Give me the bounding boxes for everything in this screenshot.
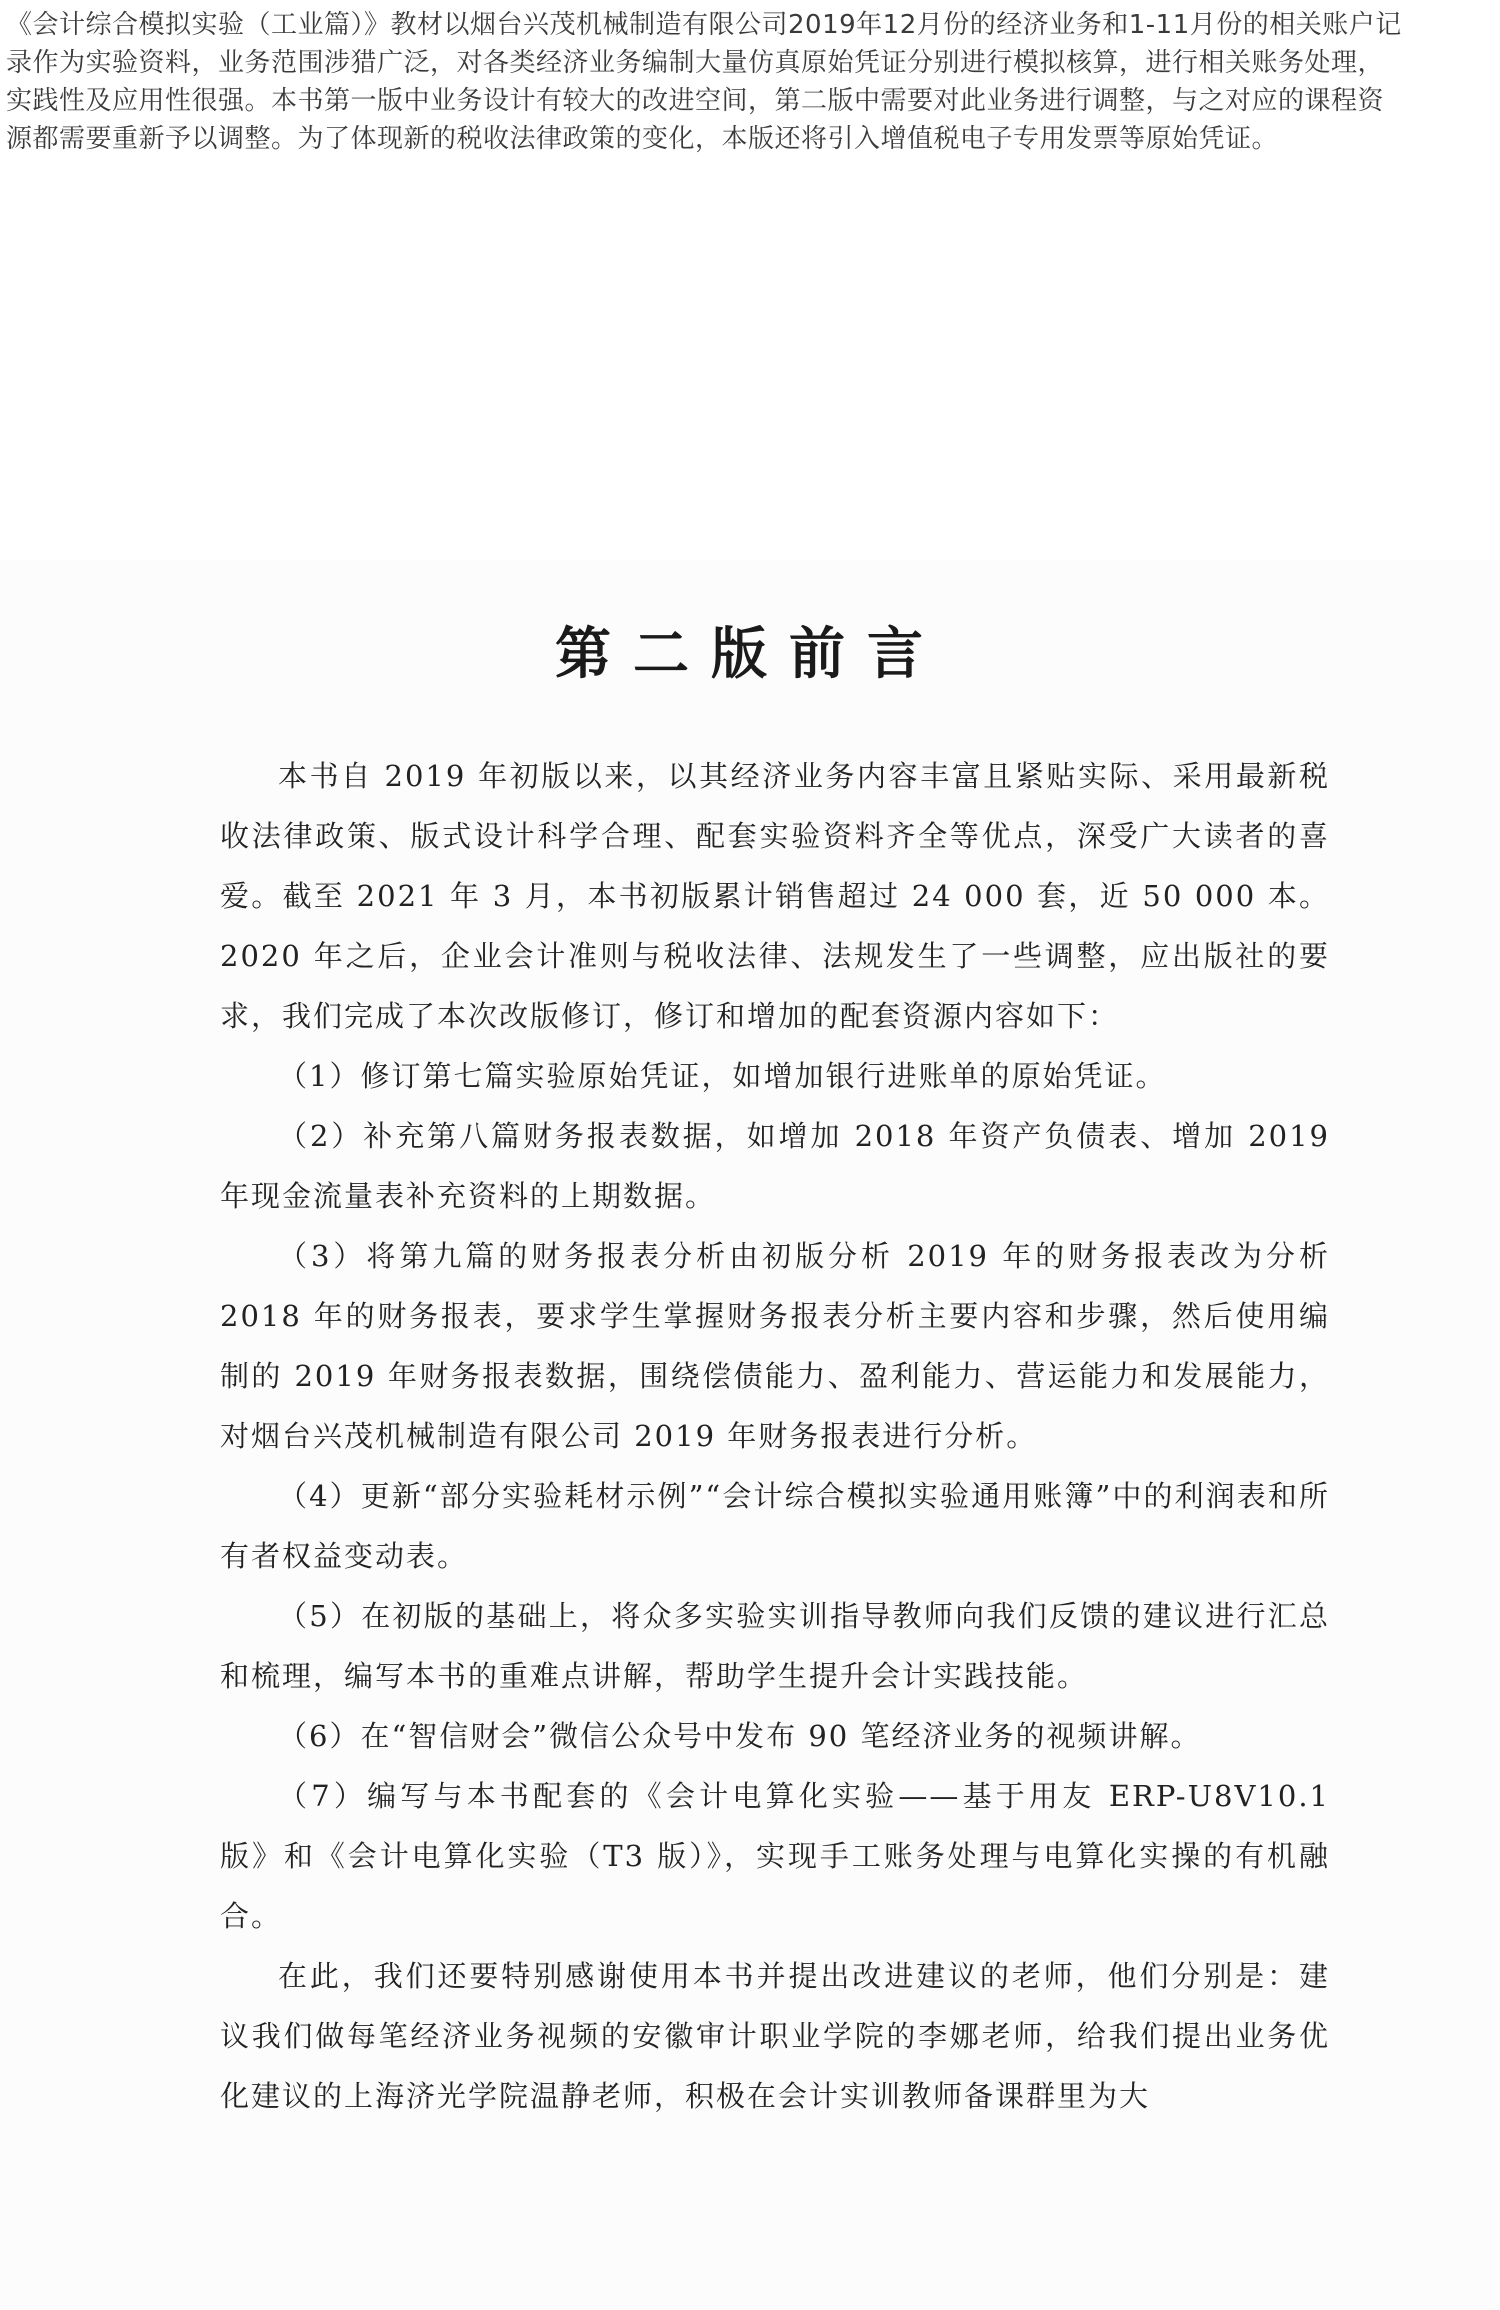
preface-list-item: （4）更新“部分实验耗材示例”“会计综合模拟实验通用账簿”中的利润表和所有者权益变动表。 xyxy=(220,1479,1330,1573)
preface-list-item: （2）补充第八篇财务报表数据，如增加 2018 年资产负债表、增加 2019 年现金流量表补充资料的上期数据。 xyxy=(220,1119,1330,1213)
preface-list-item: （6）在“智信财会”微信公众号中发布 90 笔经济业务的视频讲解。 xyxy=(278,1719,1202,1753)
scanned-page xyxy=(0,560,1500,2310)
preface-list-item: （3）将第九篇的财务报表分析由初版分析 2019 年的财务报表改为分析 2018 年的财务报表，要求学生掌握财务报表分析主要内容和步骤，然后使用编制的 2019 年财务报表数据，围绕偿债能力、盈利能力、营运能力和发展能力，对烟台兴茂机械制造有限公司 2019 年财务报表进行分析。 xyxy=(220,1239,1330,1453)
preface-list-item: （7）编写与本书配套的《会计电算化实验——基于用友 ERP-U8V10.1 版》和《会计电算化实验（T3 版）》，实现手工账务处理与电算化实操的有机融合。 xyxy=(220,1779,1330,1933)
preface-body xyxy=(220,746,1330,2126)
preface-paragraph: 本书自 2019 年初版以来，以其经济业务内容丰富且紧贴实际、采用最新税收法律政策、版式设计科学合理、配套实验资料齐全等优点，深受广大读者的喜爱。截至 2021 年 3 月，本书初版累计销售超过 24 000 套，近 50 000 本。2020 年之后，企业会计准则与税收法律、法规发生了一些调整，应出版社的要求，我们完成了本次改版修订，修订和增加的配套资源内容如下： xyxy=(220,759,1330,1033)
preface-paragraph: 在此，我们还要特别感谢使用本书并提出改进建议的老师，他们分别是：建议我们做每笔经济业务视频的安徽审计职业学院的李娜老师，给我们提出业务优化建议的上海济光学院温静老师，积极在会计实训教师备课群里为大 xyxy=(220,1959,1330,2113)
preface-list-item: （5）在初版的基础上，将众多实验实训指导教师向我们反馈的建议进行汇总和梳理，编写本书的重难点讲解，帮助学生提升会计实践技能。 xyxy=(220,1599,1330,1693)
page-title: 第二版前言 xyxy=(555,621,945,687)
preface-list-item: （1）修订第七篇实验原始凭证，如增加银行进账单的原始凭证。 xyxy=(278,1059,1167,1093)
intro-note: 《会计综合模拟实验（工业篇）》教材以烟台兴茂机械制造有限公司2019年12月份的经济业务和1-11月份的相关账户记录作为实验资料，业务范围涉猎广泛，对各类经济业务编制大量仿真原始凭证分别进行模拟核算，进行相关账务处理，实践性及应用性很强。本书第一版中业务设计有较大的改进空间，第二版中需要对此业务进行调整，与之对应的课程资源都需要重新予以调整。为了体现新的税收法律政策的变化，本版还将引入增值税电子专用发票等原始凭证。 xyxy=(6,10,1402,154)
